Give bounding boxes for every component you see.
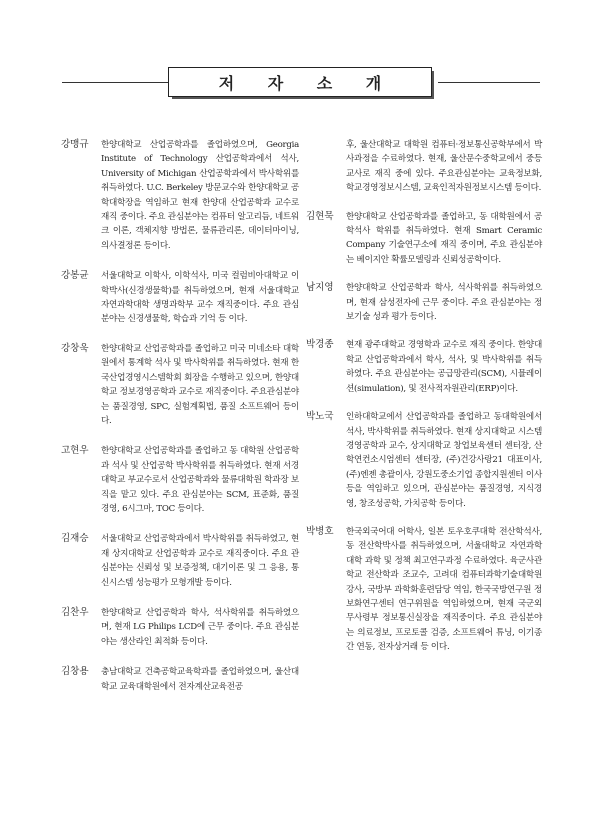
author-name: 박노국 (306, 411, 334, 423)
section-title: 저 자 소 개 (218, 73, 396, 93)
author-entry (61, 665, 299, 694)
author-bio: 서울대학교 산업공학과에서 박사학위를 취득하였고, 현재 상지대학교 산업공학과 교수로 재직중이다. 주요 관심분야는 신뢰성 및 보증정책, 대기이론 및 그 응용, 통신시스템 성능평가 모형개발 등이다. (101, 534, 299, 588)
author-bio: 후, 울산대학교 대학원 컴퓨터·정보통신공학부에서 박사과정을 수료하였다. 현재, 울산문수중학교에서 중등교사로 재직 중에 있다. 주요관심분야는 교육정보화, 학교경영정보시스템, 교육인적자원정보시스템 등이다. (346, 140, 542, 194)
author-entry (306, 281, 542, 324)
author-bio: 서울대학교 이학사, 이학석사, 미국 컬럼비아대학교 이학박사(신경생물학)를 취득하였으며, 현재 서울대학교 자연과학대학 생명과학부 교수 재직중이다. 주요 관심분야는 신경생물학, 학습과 기억 등 이다. (101, 271, 299, 325)
header-rule-left (62, 82, 168, 83)
author-name: 김재승 (61, 533, 89, 545)
author-entry (61, 606, 299, 649)
author-name: 박경종 (306, 339, 334, 351)
author-bio: 한양대학교 산업공학과를 졸업하였으며, Georgia Institute of Technology 산업공학과에서 석사, University of Michigan 산업공학과에서 박사학위를 취득하였다. U.C. Berkeley 방문교수와 한양대학교 공학대학장을 역임하고 현재 한양대 산업공학과 교수로 재직 중이다. 주요 관심분야는 컴퓨터 알고리듬, 네트워크 이론, 객체지향 방법론, 물류관리론, 데이터마이닝, 의사결정론 등이다. (101, 140, 299, 251)
author-name: 박병호 (306, 525, 334, 537)
author-entry (306, 410, 542, 511)
author-name: 김창용 (61, 666, 89, 678)
author-name (306, 138, 346, 196)
author-bio: 현재 광주대학교 경영학과 교수로 재직 중이다. 한양대학교 산업공학과에서 학사, 석사, 및 박사학위를 취득하였다. 주요 관심분야는 공급망관리(SCM), 시뮬레이션(simulation), 및 전사적자원관리(ERP)이다. (346, 340, 542, 394)
author-entry (61, 532, 299, 590)
author-entry (61, 444, 299, 516)
author-bio: 한양대학교 산업공학과를 졸업하고 동 대학원 산업공학과 석사 및 산업공학 박사학위를 취득하였다. 현재 서경대학교 부교수로서 산업공학과와 물류대학원 학과장 보직을 맡고 있다. 주요 관심분야는 SCM, 표준화, 품질경영, 6시그마, TOC 등이다. (101, 446, 299, 514)
author-bio: 인하대학교에서 산업공학과를 졸업하고 동대학원에서 석사, 박사학위를 취득하였다. 현재 상지대학교 시스템경영공학과 교수, 상지대학교 창업보육센터 센터장, 산학연컨소시엄센터 센터장, (주)건강사랑21 대표이사, (주)엔젠 총괄이사, 강원도중소기업 종합지원센터 이사 등을 역임하고 있으며, 관심분야는 품질경영, 지식경영, 창조성공학, 가치공학 등이다. (346, 412, 542, 509)
header-rule-right (438, 82, 540, 83)
author-entry (306, 525, 542, 655)
author-bio: 한양대학교 산업공학과 학사, 석사학위를 취득하였으며, 현재 LG Philips LCD에 근무 중이다. 주요 관심분야는 생산라인 최적화 등이다. (101, 607, 299, 647)
author-bio: 한양대학교 산업공학과를 졸업하고 미국 미네소타 대학원에서 통계학 석사 및 박사학위를 취득하였다. 현재 한국산업경영시스템학회 회장을 수행하고 있으며, 한양대학교 정보경영공학과 교수로 재직중이다. 주요관심분야는 품질경영, SPC, 실험계획법, 품질 소프트웨어 등이다. (101, 343, 299, 426)
author-entry (306, 210, 542, 268)
author-entry (61, 138, 299, 253)
author-bio: 한국외국어대 어학사, 일본 토우호쿠대학 전산학석사, 동 전산학박사를 취득하였으며, 서울대학교 자연과학대학 과학 및 정책 최고연구과정 수료하였다. 육군사관학교 전산학과 조교수, 고려대 컴퓨터과학기술대학원 강사, 국방부 과학화훈련담당 역임, 한국국방연구원 정보화연구센터 연구위원을 역임하였으며, 현재 국군외무사령부 정보통신실장을 재직중이다. 주요 관심분야는 의료정보, 프로토콜 검증, 소프트웨어 튜닝, 이기종간 연동, 전자상거래 등 이다. (346, 526, 542, 653)
author-name: 강맹규 (61, 139, 89, 150)
author-name: 강창욱 (61, 342, 89, 354)
author-name: 김찬우 (61, 606, 89, 618)
author-entry (61, 342, 299, 428)
author-entry (306, 338, 542, 396)
author-entry (306, 138, 542, 196)
section-header (168, 67, 434, 99)
author-name: 강봉균 (61, 270, 89, 282)
author-bio: 한양대학교 산업공학과 학사, 석사학위를 취득하였으며, 현재 삼성전자에 근무 중이다. 주요 관심분야는 정보기술 성과 평가 등이다. (346, 283, 542, 323)
author-name: 고현우 (61, 445, 89, 457)
author-bio: 충남대학교 건축공학교육학과를 졸업하였으며, 울산대학교 교육대학원에서 전자계산교육전공 (101, 667, 299, 692)
header-box (168, 67, 432, 97)
author-entry (61, 269, 299, 327)
author-name: 김현묵 (306, 210, 334, 222)
author-name: 남지영 (306, 282, 334, 294)
right-column (306, 138, 542, 655)
author-bio: 한양대학교 산업공학과를 졸업하고, 동 대학원에서 공학석사 학위를 취득하였다. 현재 Smart Ceramic Company 기술연구소에 재직 중이며, 주요 관심분야는 베이지안 확률모델링과 신뢰성공학이다. (346, 211, 542, 265)
left-column (61, 138, 299, 694)
